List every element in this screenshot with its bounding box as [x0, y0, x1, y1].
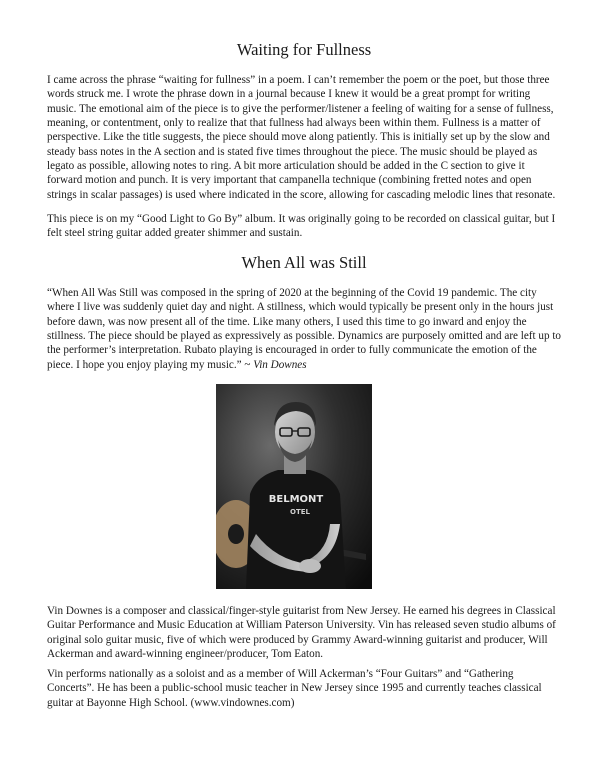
attribution-separator: ~ [241, 358, 254, 371]
section-title-waiting-for-fullness: Waiting for Fullness [236, 40, 372, 59]
shirt-text-line2: OTEL [290, 508, 310, 516]
shirt-text-line1: BELMONT [268, 494, 324, 505]
paragraph-bio-1: Vin Downes is a composer and classical/finger-style guitarist from New Jersey. He earned his degrees in Classical Guitar Performance and Music Education at William Paterson University. Vin has released seven studio albums of original solo guitar music, five of which were produced by Grammy Award-winning guitarist and producer, Will Ackerman and award-winning engineer/producer, Tom Eaton. [47, 605, 556, 661]
paragraph-album-note: This piece is on my “Good Light to Go By” album. It was originally going to be recorded on classical guitar, but I felt steel string guitar added greater shimmer and sustain. [47, 213, 556, 240]
section-title-when-all-was-still: When All was Still [241, 253, 367, 272]
paragraph-still-quote [47, 286, 561, 372]
paragraph-waiting-description: I came across the phrase “waiting for fullness” in a poem. I can’t remember the poem or the poet, but those three words struck me. I wrote the phrase down in a journal because I knew it would be a great prompt for writing music. The emotional aim of the piece is to give the performer/listener a feeling of waiting for a sense of fullness, meaning, or contentment, only to realize that that fullness had always been within them. Fullness is a matter of perspective. Like the title suggests, the piece should move along patiently. This is initially set up by the slow and steady bass notes in the A section and is stated five times throughout the piece. The music should be played as legato as possible, allowing notes to ring. A bit more articulation should be added in the C section to give it forward motion and punch. It is very important that campanella technique (combining fretted notes and open strings in scalar passages) is used where indicated in the score, allowing for cascading melodic lines that resonate. [47, 74, 556, 201]
quote-text: “When All Was Still was composed in the spring of 2020 at the beginning of the Covid 19 pandemic. The city where I live was suddenly quiet day and night. A stillness, which would typically be present only in the hours just before dawn, was now present all of the time. Like many others, I used this time to go inward and enjoy the stillness. The piece should be played as expressively as possible. Dynamics are purposely omitted and are left up to the performer’s interpretation. Rubato playing is encouraged in order to fully communicate the emotion of the piece. I hope you enjoy playing my music.” [47, 287, 561, 371]
quote-attribution: Vin Downes [253, 358, 307, 371]
paragraph-bio-2: Vin performs nationally as a soloist and as a member of Will Ackerman’s “Four Guitars” and “Gathering Concerts”. He has been a public-school music teacher in New Jersey since 1995 and currently teaches classical guitar at Bayonne High School. (www.vindownes.com) [47, 668, 542, 709]
composer-photo [216, 384, 372, 589]
composer-photo-illustration [216, 384, 372, 589]
